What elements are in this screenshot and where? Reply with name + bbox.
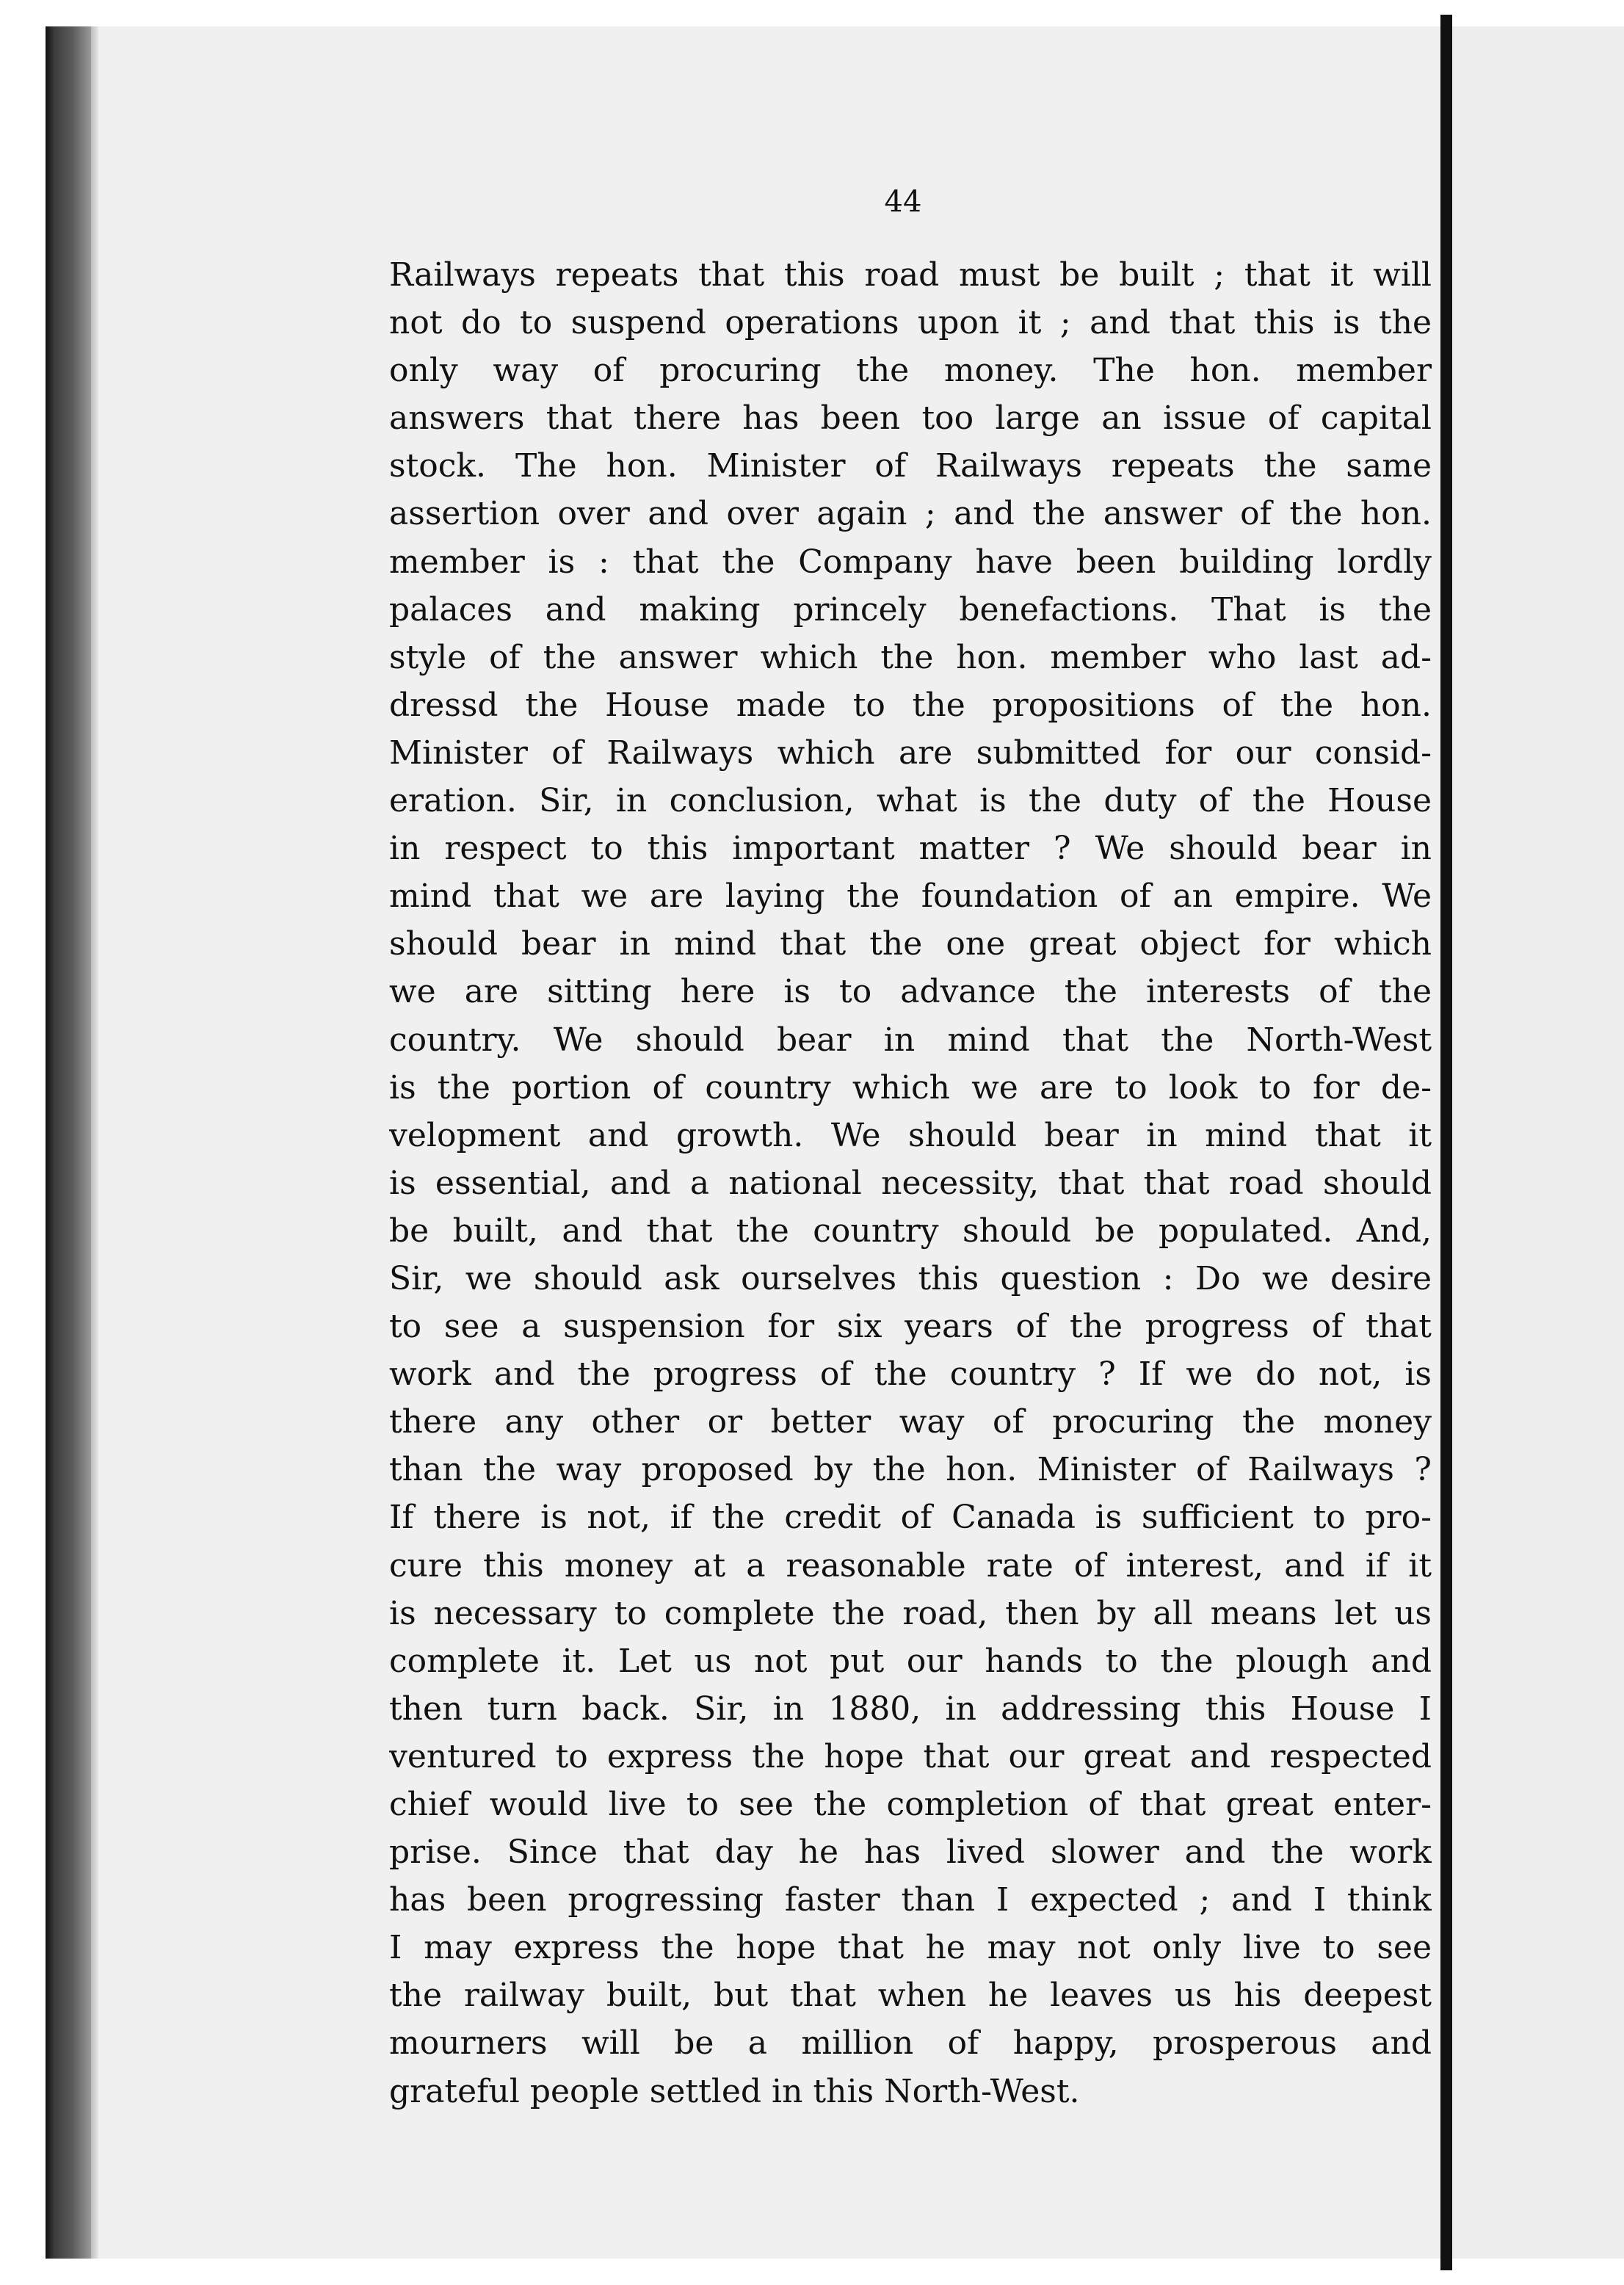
text-line: dressd the House made to the propositions of the hon. [389,686,1432,724]
adjacent-page [1452,26,1624,2259]
text-line: style of the answer which the hon. member who last ad- [389,638,1432,676]
text-line: velopment and growth. We should bear in mind that it [389,1116,1432,1154]
text-line: be built, and that the country should be populated. And, [389,1212,1432,1250]
text-line: there any other or better way of procuring the money [389,1403,1432,1441]
text-line: palaces and making princely benefactions. That is the [389,590,1432,629]
text-line: If there is not, if the credit of Canada is sufficient to pro- [389,1499,1432,1537]
text-line: than the way proposed by the hon. Minister of Railways ? [389,1451,1432,1489]
text-line: mourners will be a million of happy, prosperous and [389,2024,1432,2063]
text-line: the railway built, but that when he leaves us his deepest [389,1977,1432,2015]
text-line: is the portion of country which we are to look to for de- [389,1068,1432,1107]
left-binding-edge [46,26,91,2259]
text-line: only way of procuring the money. The hon. member [389,352,1432,390]
text-line: stock. The hon. Minister of Railways repeats the same [389,447,1432,485]
text-line: has been progressing faster than I expected ; and I think [389,1881,1432,1919]
text-line: prise. Since that day he has lived slower and the work [389,1833,1432,1872]
text-line: answers that there has been too large an issue of capital [389,399,1432,438]
text-line: we are sitting here is to advance the interests of the [389,973,1432,1011]
page-number: 44 [884,185,922,219]
text-line: cure this money at a reasonable rate of interest, and if it [389,1546,1432,1585]
text-line: to see a suspension for six years of the progress of that [389,1308,1432,1346]
text-line: mind that we are laying the foundation of an empire. We [389,877,1432,916]
text-line: I may express the hope that he may not only live to see [389,1929,1432,1967]
text-line: Minister of Railways which are submitted for our consid- [389,734,1432,772]
page-body-text [389,251,1432,2115]
text-line: in respect to this important matter ? We should bear in [389,830,1432,868]
text-line: is essential, and a national necessity, that that road should [389,1164,1432,1202]
text-line: complete it. Let us not put our hands to the plough and [389,1642,1432,1680]
text-line: then turn back. Sir, in 1880, in addressing this House I [389,1690,1432,1728]
text-line: ventured to express the hope that our great and respected [389,1737,1432,1775]
page-gutter-shadow [1440,15,1452,2270]
text-line: grateful people settled in this North-West. [389,2072,1080,2110]
text-line: chief would live to see the completion of that great enter- [389,1786,1432,1823]
text-line: assertion over and over again ; and the answer of the hon. [389,495,1432,533]
text-line: member is : that the Company have been building lordly [389,543,1432,581]
text-line: country. We should bear in mind that the North-West [389,1021,1432,1059]
left-page-edge [91,26,98,2259]
text-line: eration. Sir, in conclusion, what is the duty of the House [389,782,1432,820]
text-line: Sir, we should ask ourselves this question : Do we desire [389,1259,1432,1297]
text-line: should bear in mind that the one great object for which [389,925,1432,963]
text-line: is necessary to complete the road, then by all means let us [389,1594,1432,1632]
text-line: Railways repeats that this road must be built ; that it will [389,256,1432,294]
text-line: work and the progress of the country ? If we do not, is [389,1355,1432,1394]
text-line: not do to suspend operations upon it ; and that this is the [389,304,1432,342]
